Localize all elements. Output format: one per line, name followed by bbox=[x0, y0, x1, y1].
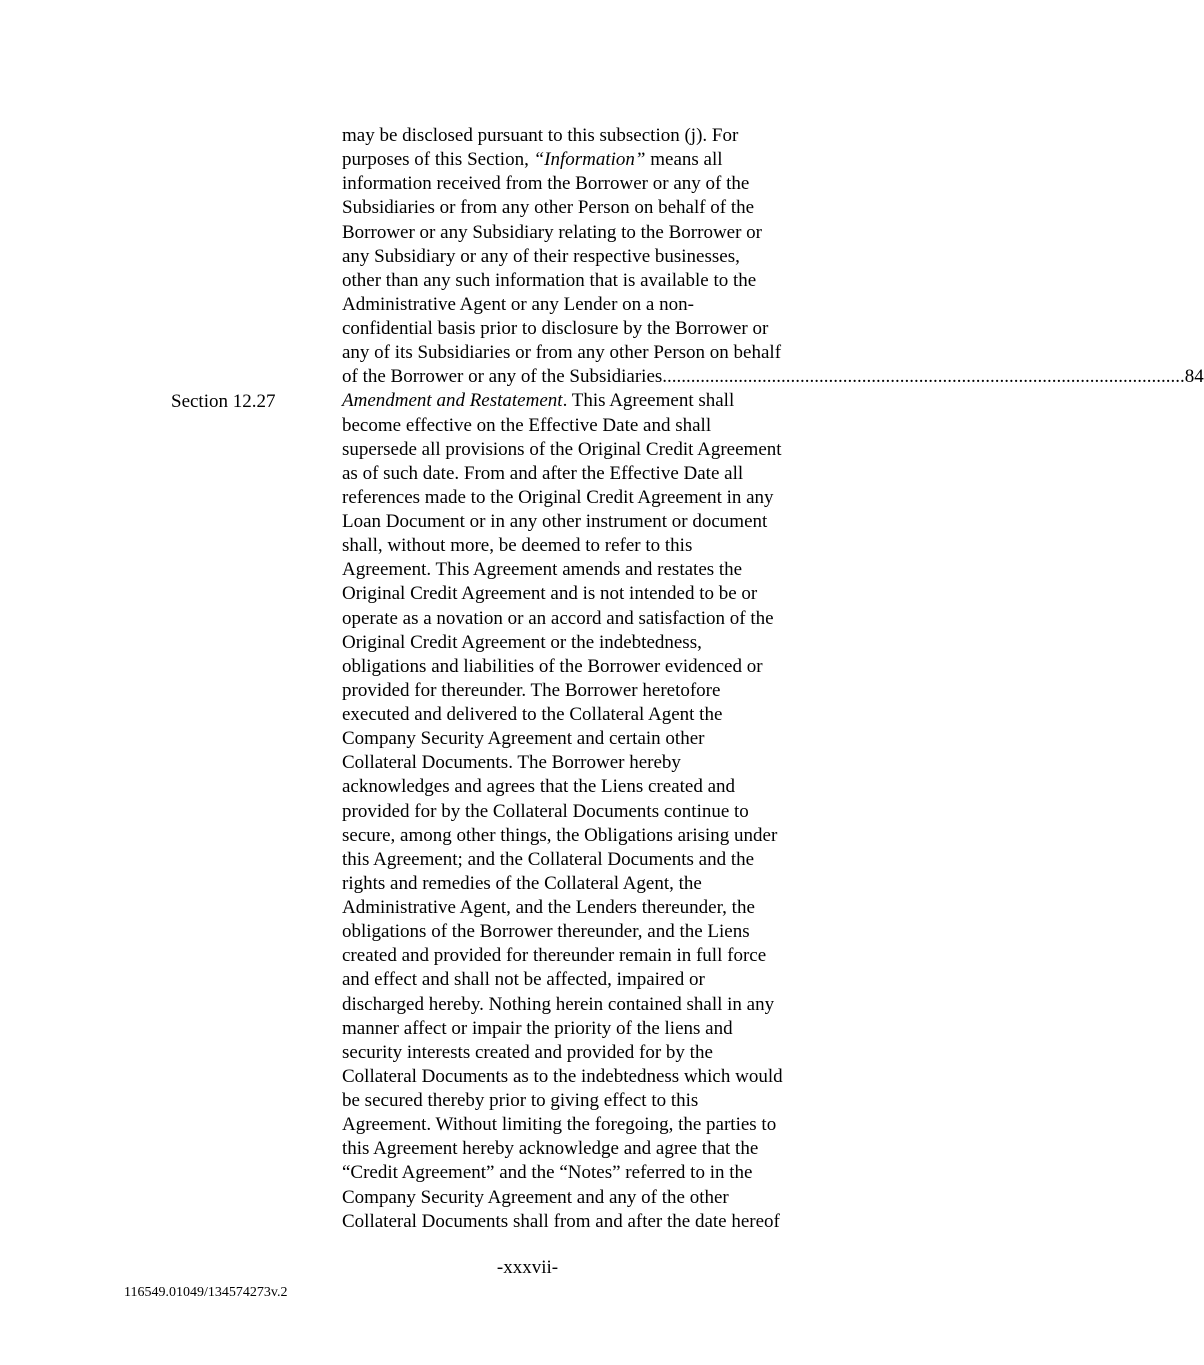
text-line: executed and delivered to the Collateral Agent the bbox=[342, 704, 723, 725]
text-segment: purposes of this Section, bbox=[342, 149, 534, 171]
text-line: other than any such information that is available to the bbox=[342, 269, 757, 291]
text-line: any of its Subsidiaries or from any other Person on behalf bbox=[342, 342, 782, 364]
text-line: acknowledges and agrees that the Liens created and bbox=[342, 776, 736, 798]
text-line bbox=[342, 148, 942, 172]
text-line: obligations of the Borrower thereunder, and the Liens bbox=[342, 921, 750, 943]
text-line: references made to the Original Credit Agreement in any bbox=[342, 486, 774, 508]
text-line: information received from the Borrower or any of the bbox=[342, 173, 750, 195]
document-id: 116549.01049/134574273v.2 bbox=[124, 1285, 288, 1300]
text-line: supersede all provisions of the Original Credit Agreement bbox=[342, 438, 782, 460]
text-line: Administrative Agent or any Lender on a non- bbox=[342, 293, 694, 315]
text-line: any Subsidiary or any of their respective businesses, bbox=[342, 245, 740, 267]
text-line: provided for thereunder. The Borrower heretofore bbox=[342, 679, 721, 701]
text-line: Company Security Agreement and certain other bbox=[342, 728, 705, 750]
text-line: and effect and shall not be affected, impaired or bbox=[342, 969, 705, 991]
text-line: Loan Document or in any other instrument or document bbox=[342, 511, 768, 532]
text-line: provided for by the Collateral Documents continue to bbox=[342, 800, 749, 822]
text-line: Subsidiaries or from any other Person on behalf of the bbox=[342, 197, 755, 219]
text-line: confidential basis prior to disclosure by the Borrower or bbox=[342, 318, 769, 339]
text-line: be secured thereby prior to giving effect to this bbox=[342, 1090, 699, 1111]
text-line: secure, among other things, the Obligations arising under bbox=[342, 824, 778, 846]
section-title: Amendment and Restatement bbox=[342, 390, 563, 412]
text-line: Agreement. Without limiting the foregoing, the parties to bbox=[342, 1114, 777, 1136]
text-line: discharged hereby. Nothing herein contained shall in any bbox=[342, 993, 775, 1015]
section-number: Section 12.27 bbox=[171, 390, 276, 412]
text-line: Original Credit Agreement or the indebtedness, bbox=[342, 631, 702, 653]
text-line: Collateral Documents. The Borrower hereby bbox=[342, 752, 681, 774]
text-line: manner affect or impair the priority of the liens and bbox=[342, 1017, 733, 1039]
text-line: operate as a novation or an accord and satisfaction of the bbox=[342, 607, 774, 629]
text-line: shall, without more, be deemed to refer to this bbox=[342, 535, 693, 557]
text-segment: . This Agreement shall bbox=[562, 390, 735, 412]
text-line: Administrative Agent, and the Lenders thereunder, the bbox=[342, 897, 755, 918]
section-title-line bbox=[342, 389, 942, 413]
text-line: this Agreement hereby acknowledge and agree that the bbox=[342, 1138, 759, 1160]
toc-entry-text bbox=[342, 124, 1204, 1234]
text-line: become effective on the Effective Date and shall bbox=[342, 414, 712, 436]
text-line: Agreement. This Agreement amends and restates the bbox=[342, 559, 743, 581]
text-line: may be disclosed pursuant to this subsection (j). For bbox=[342, 125, 739, 146]
section-body bbox=[342, 414, 942, 1234]
text-line: Collateral Documents as to the indebtedness which would bbox=[342, 1065, 783, 1087]
text-line: security interests created and provided for by the bbox=[342, 1041, 713, 1063]
text-line: rights and remedies of the Collateral Agent, the bbox=[342, 872, 702, 894]
text-line: Company Security Agreement and any of the other bbox=[342, 1186, 729, 1208]
toc-page-number: 84 bbox=[1184, 366, 1204, 388]
text-line: Borrower or any Subsidiary relating to the Borrower or bbox=[342, 221, 763, 243]
text-line: obligations and liabilities of the Borrower evidenced or bbox=[342, 655, 763, 677]
defined-term: “Information” bbox=[533, 149, 646, 171]
text-line: Original Credit Agreement and is not intended to be or bbox=[342, 583, 758, 605]
text-line: this Agreement; and the Collateral Documents and the bbox=[342, 848, 755, 870]
text-line: Collateral Documents shall from and after the date hereof bbox=[342, 1210, 780, 1232]
text-line: created and provided for thereunder remain in full force bbox=[342, 945, 767, 967]
text-line: as of such date. From and after the Effective Date all bbox=[342, 462, 744, 484]
dot-leaders: ............................................................................................................. bbox=[667, 366, 1185, 388]
text-segment: means all bbox=[645, 149, 723, 171]
text-line: “Credit Agreement” and the “Notes” referred to in the bbox=[342, 1162, 753, 1184]
toc-leader-line bbox=[342, 365, 1204, 389]
text-segment: of the Borrower or any of the Subsidiaries. bbox=[342, 366, 668, 388]
page-number: -xxxvii- bbox=[496, 1257, 559, 1278]
